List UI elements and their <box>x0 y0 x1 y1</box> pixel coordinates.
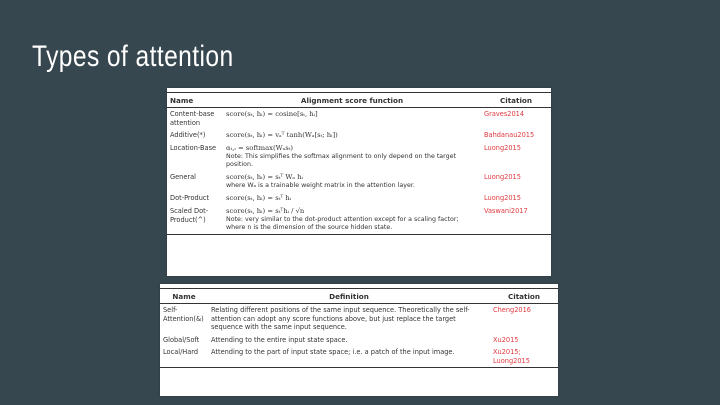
row-name: Content-base attention <box>170 110 215 127</box>
row-formula-cell <box>223 171 481 192</box>
row-formula: αₜ,ᵢ = softmax(Wₐsₜ) <box>226 143 294 152</box>
header-function: Alignment score function <box>223 93 481 108</box>
alignment-score-table-image <box>167 88 551 276</box>
row-name: Global/Soft <box>163 335 200 344</box>
header-citation: Citation <box>490 289 558 304</box>
row-note: Note: very similar to the dot-product attention except for a scaling factor; where n is the dimension of the source hidden state. <box>226 215 459 231</box>
row-formula: score(sₜ, hᵢ) = sₜᵀ Wₐ hᵢ <box>226 173 303 182</box>
table-row <box>160 304 558 334</box>
header-name: Name <box>160 289 208 304</box>
row-citation: Luong2015 <box>484 173 521 182</box>
alignment-score-table <box>167 92 551 235</box>
table-header-row <box>160 289 558 304</box>
row-formula: score(sₜ, hᵢ) = vₐᵀ tanh(Wₐ[sₜ; hᵢ]) <box>226 131 338 140</box>
row-note: Note: This simplifies the softmax alignment to only depend on the target position. <box>226 152 456 168</box>
row-name: Scaled Dot-Product(^) <box>167 205 223 235</box>
row-citation: Luong2015 <box>484 143 521 152</box>
row-name: Self-Attention(&) <box>163 306 204 323</box>
row-name: General <box>170 173 196 182</box>
table-header-row <box>167 93 551 108</box>
table-row <box>167 142 551 171</box>
row-definition: Attending to the entire input state space. <box>211 335 348 344</box>
table-row <box>167 108 551 130</box>
attention-definition-table-image <box>160 284 558 396</box>
row-definition: Attending to the part of input state space; i.e. a patch of the input image. <box>208 346 490 368</box>
table-row <box>167 171 551 192</box>
row-formula-cell <box>223 142 481 171</box>
header-name: Name <box>167 93 223 108</box>
row-name: Additive(*) <box>170 131 206 140</box>
header-definition: Definition <box>208 289 490 304</box>
table-row <box>160 334 558 347</box>
row-name: Local/Hard <box>160 346 208 368</box>
row-formula: score(sₜ, hᵢ) = sₜᵀ hᵢ <box>226 194 292 203</box>
row-formula-cell <box>223 205 481 235</box>
row-citation: Xu2015 <box>493 335 519 344</box>
table-row <box>160 346 558 368</box>
row-citation: Vaswani2017 <box>481 205 551 235</box>
row-note: where Wₐ is a trainable weight matrix in the attention layer. <box>226 181 415 189</box>
row-citation: Bahdanau2015 <box>484 131 535 140</box>
row-citation: Cheng2016 <box>493 306 531 314</box>
row-formula: score(sₜ, hᵢ) = sₜᵀhᵢ / √n <box>226 206 305 215</box>
row-name: Location-Base <box>170 143 217 152</box>
row-citation: Luong2015 <box>484 194 521 203</box>
row-citation: Graves2014 <box>484 110 525 118</box>
table-row <box>167 129 551 142</box>
header-citation: Citation <box>481 93 551 108</box>
table-row <box>167 205 551 235</box>
row-name: Dot-Product <box>170 194 210 203</box>
row-formula: score(sₜ, hᵢ) = cosine[sₜ, hᵢ] <box>226 110 318 118</box>
row-citation: Xu2015; Luong2015 <box>490 346 558 368</box>
table-row <box>167 192 551 205</box>
attention-definition-table <box>160 288 558 368</box>
slide-title: Types of attention <box>32 40 234 73</box>
row-definition: Relating different positions of the same input sequence. Theoretically the self-attention can adopt any score functions above, but just replace the target sequence with the same input sequence. <box>211 306 470 332</box>
